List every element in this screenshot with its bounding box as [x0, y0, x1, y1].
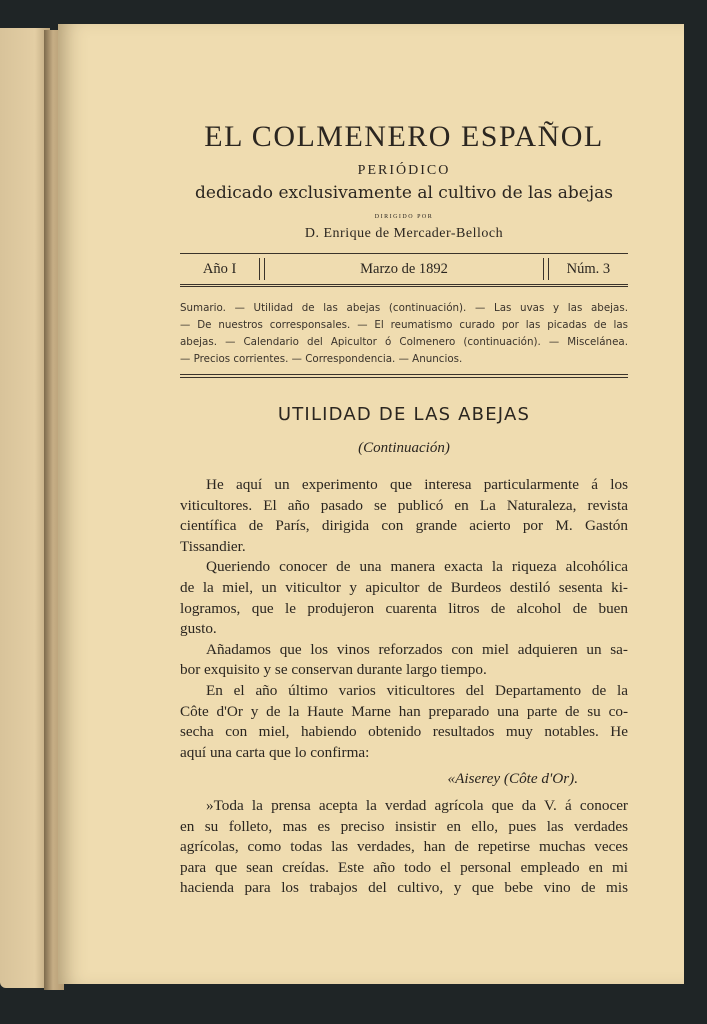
text-line: de la miel, un viticultor y apicultor de Burdeos destiló sesenta ki- — [180, 578, 628, 596]
text-line: gusto. — [180, 620, 217, 638]
left-page-edge — [0, 28, 50, 988]
text-line: secha con miel, habiendo obtenido resultados muy notables. He — [180, 723, 628, 741]
text-line: logramos, que le produjeron cuarenta litros de alcohol de buen — [180, 599, 628, 617]
text-line: He aquí un experimento que interesa particularmente á los — [206, 476, 628, 493]
masthead-tagline: dedicado exclusivamente al cultivo de las abejas — [195, 183, 613, 203]
text-line: bor exquisito y se conservan durante largo tiempo. — [180, 661, 487, 679]
issue-date: Marzo de 1892 — [360, 260, 448, 277]
text-line: aquí una carta que lo confirma: — [180, 743, 370, 761]
document-page — [58, 24, 684, 984]
masthead-title: EL COLMENERO ESPAÑOL — [204, 120, 604, 153]
text-line: científica de París, dirigida con grande acierto por M. Gastón — [180, 517, 628, 535]
text-line: viticultores. El año pasado se publicó en La Naturaleza, revista — [180, 496, 628, 514]
text-line: agrícolas, como todas las verdades, han de repetirse muchas veces — [180, 838, 628, 856]
text-line: hacienda para los trabajos del cultivo, y que bebe vino de mis — [180, 879, 628, 897]
summary — [180, 300, 628, 368]
issue-year: Año I — [202, 260, 237, 277]
text-line: para que sean creídas. Este año todo el personal empleado en mi — [180, 858, 628, 876]
text-line: En el año último varios viticultores del Departamento de la — [206, 681, 628, 699]
issue-bar — [180, 256, 628, 282]
text-line: Côte d'Or y de la Haute Marne han preparado una parte de su co- — [180, 702, 628, 720]
article-title: UTILIDAD DE LAS ABEJAS — [277, 404, 531, 425]
letter-dateline: «Aiserey (Côte d'Or). — [447, 770, 578, 788]
summary-line: — De nuestros corresponsales. — El reumatismo curado por las picadas de las — [180, 319, 628, 331]
text-line: Añadamos que los vinos reforzados con miel adquieren un sa- — [206, 640, 628, 658]
masthead-subtitle: PERIÓDICO — [357, 163, 451, 178]
summary-line: — Precios corrientes. — Correspondencia. — Anuncios. — [180, 353, 463, 365]
director-name: D. Enrique de Mercader-Belloch — [304, 226, 504, 241]
summary-line: abejas. — Calendario del Apicultor ó Colmenero (continuación). — Miscelánea. — [180, 336, 628, 348]
section-rule-double — [180, 377, 628, 378]
section-rule — [180, 374, 628, 375]
article-body — [180, 475, 628, 899]
text-line: Tissandier. — [180, 537, 246, 555]
top-rule — [180, 253, 628, 254]
summary-line: Sumario. — Utilidad de las abejas (continuación). — Las uvas y las abejas. — [180, 302, 628, 314]
bottom-rule-double — [180, 286, 628, 287]
director-label: DIRIGIDO POR — [374, 214, 434, 220]
article-subtitle: (Continuación) — [358, 440, 450, 456]
text-line: »Toda la prensa acepta la verdad agrícola que da V. á conocer — [206, 796, 628, 814]
text-line: Queriendo conocer de una manera exacta la riqueza alcohólica — [206, 558, 628, 576]
bottom-rule — [180, 284, 628, 285]
text-line: en su folleto, mas es preciso insistir en ello, pues las verdades — [180, 817, 628, 835]
issue-number: Núm. 3 — [566, 260, 611, 277]
